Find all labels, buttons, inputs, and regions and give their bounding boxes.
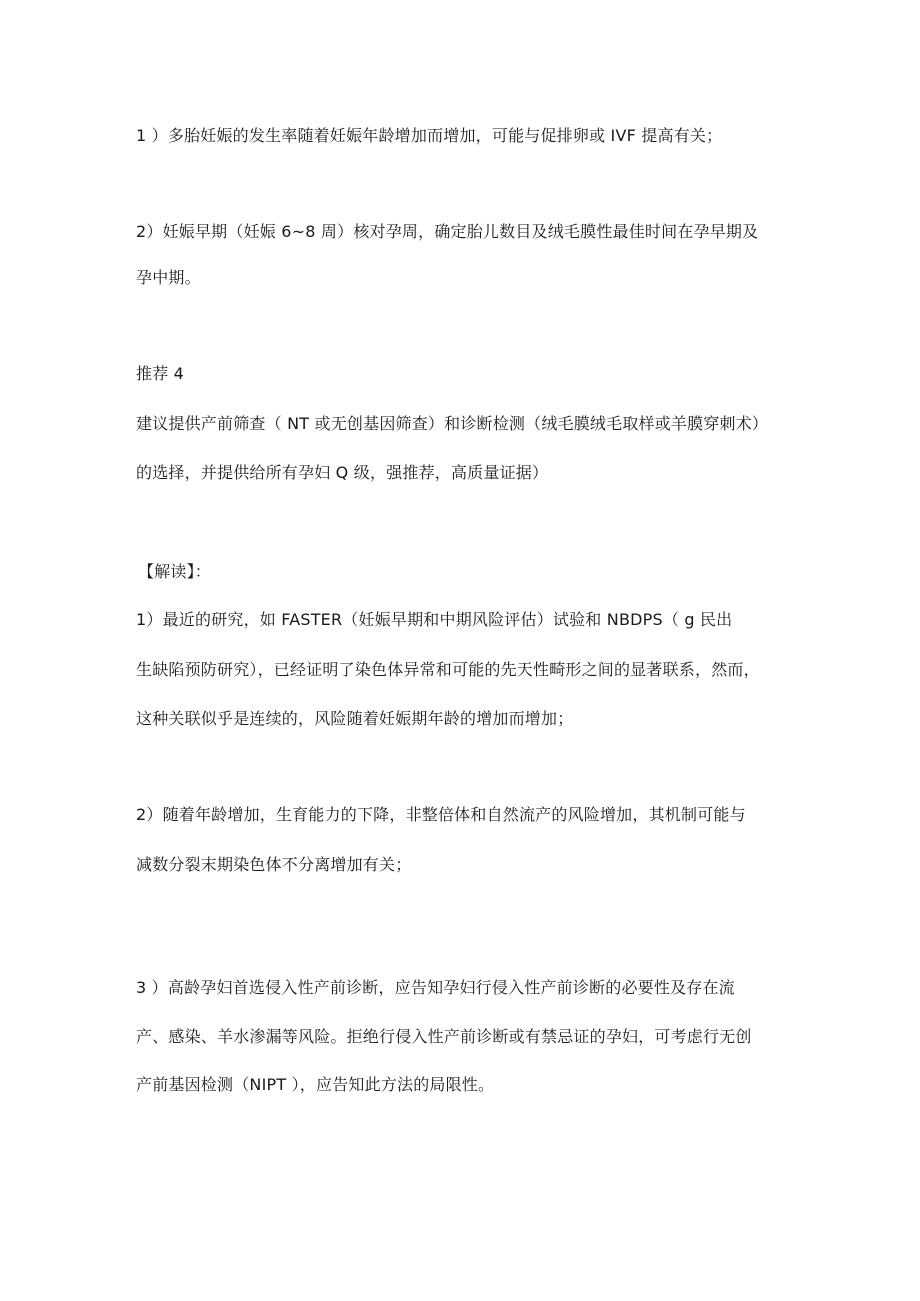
recommendation-line1: 建议提供产前筛查（ NT 或无创基因筛查）和诊断检测（绒毛膜绒毛取样或羊膜穿刺术） [136,414,769,433]
interpretation-item3-line2: 产、感染、羊水渗漏等风险。拒绝行侵入性产前诊断或有禁忌证的孕妇，可考虑行无创 [136,1027,752,1046]
interpretation-item3-line3: 产前基因检测（NIPT ），应告知此方法的局限性。 [136,1075,495,1094]
interpretation-heading: 【解读】： [138,562,212,581]
para2-line1: 2）妊娠早期（妊娠 6~8 周）核对孕周，确定胎儿数目及绒毛膜性最佳时间在孕早期及 [136,222,759,241]
interpretation-item1-line2: 生缺陷预防研究），已经证明了染色体异常和可能的先天性畸形之间的显著联系，然而， [136,660,760,679]
interpretation-item1-line3: 这种关联似乎是连续的，风险随着妊娠期年龄的增加而增加； [136,709,574,728]
para2-line2: 孕中期。 [136,268,201,287]
recommendation-heading: 推荐 4 [136,364,185,383]
interpretation-item2-line1: 2）随着年龄增加，生育能力的下降，非整倍体和自然流产的风险增加，其机制可能与 [136,805,746,824]
para1-line1: 1 ）多胎妊娠的发生率随着妊娠年龄增加而增加，可能与促排卵或 IVF 提高有关； [136,126,723,145]
interpretation-item2-line2: 减数分裂末期染色体不分离增加有关； [136,855,412,874]
recommendation-line2: 的选择，并提供给所有孕妇 Q 级，强推荐，高质量证据） [136,463,549,482]
interpretation-item3-line1: 3 ）高龄孕妇首选侵入性产前诊断，应告知孕妇行侵入性产前诊断的必要性及存在流 [136,978,735,997]
interpretation-item1-line1: 1）最近的研究，如 FASTER（妊娠早期和中期风险评估）试验和 NBDPS（ g 民出 [136,610,733,629]
